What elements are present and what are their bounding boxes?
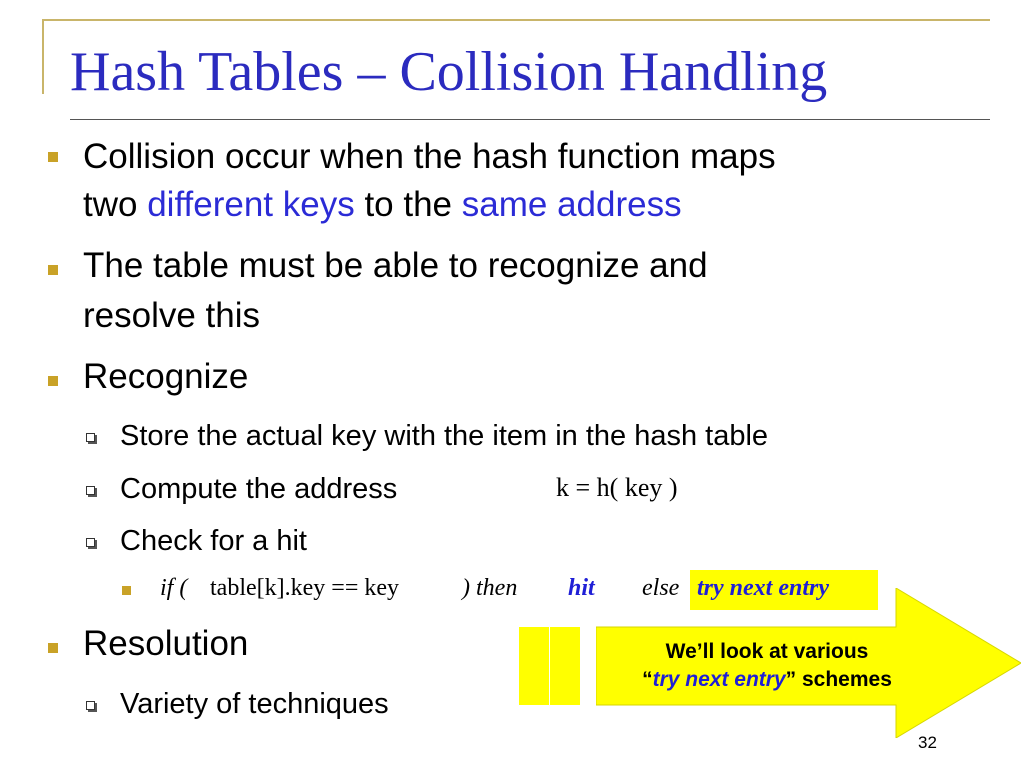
callout-schemes: ” schemes <box>785 668 892 691</box>
hash-formula: k = h( key ) <box>556 473 678 502</box>
sub-bullet-compute-address: Compute the address <box>120 473 398 505</box>
bullet-collision-line1: Collision occur when the hash function maps <box>83 137 776 176</box>
page-number: 32 <box>918 733 937 752</box>
arrow-tail-bar <box>519 627 549 705</box>
bullet-square-icon <box>48 265 58 275</box>
code-if: if ( <box>160 575 188 601</box>
bullet-recognize-resolve-line1: The table must be able to recognize and <box>83 246 708 285</box>
bullet-recognize-resolve-line2: resolve this <box>83 296 261 335</box>
sub-bullet-hollow-square-icon <box>86 486 95 495</box>
bullet-square-icon <box>48 643 58 653</box>
slide-frame-top <box>42 19 990 21</box>
sub-bullet-hollow-square-icon <box>86 701 95 710</box>
text-to-the: to the <box>354 185 462 224</box>
slide-frame-left <box>42 19 44 94</box>
sub-bullet-hollow-square-icon <box>86 433 95 442</box>
code-expression: table[k].key == key <box>210 575 399 601</box>
callout-line2 <box>600 666 934 694</box>
sub-bullet-hollow-square-icon <box>86 538 95 547</box>
title-divider <box>70 119 990 120</box>
slide-title: Hash Tables – Collision Handling <box>70 41 828 103</box>
bullet-resolution: Resolution <box>83 624 249 663</box>
bullet-recognize: Recognize <box>83 357 249 396</box>
callout-try-next-entry: try next entry <box>652 668 786 691</box>
text-different-keys: different keys <box>147 185 355 224</box>
code-hit: hit <box>568 575 595 601</box>
bullet-square-icon <box>48 152 58 162</box>
sub-bullet-store-key: Store the actual key with the item in the hash table <box>120 420 769 452</box>
arrow-tail-bar <box>550 627 580 705</box>
callout-text <box>600 638 934 694</box>
code-then: ) then <box>462 575 518 601</box>
callout-line1: We’ll look at various <box>665 640 869 663</box>
code-else: else <box>642 575 680 601</box>
callout-open-quote: “ <box>642 668 653 691</box>
sub-sub-bullet-square-icon <box>122 586 131 595</box>
bullet-collision-line2 <box>83 181 682 229</box>
bullet-square-icon <box>48 376 58 386</box>
text-two: two <box>83 185 148 224</box>
code-try-next-entry: try next entry <box>697 575 829 601</box>
sub-bullet-check-hit: Check for a hit <box>120 525 307 557</box>
sub-bullet-variety: Variety of techniques <box>120 688 389 720</box>
text-same-address: same address <box>461 185 682 224</box>
